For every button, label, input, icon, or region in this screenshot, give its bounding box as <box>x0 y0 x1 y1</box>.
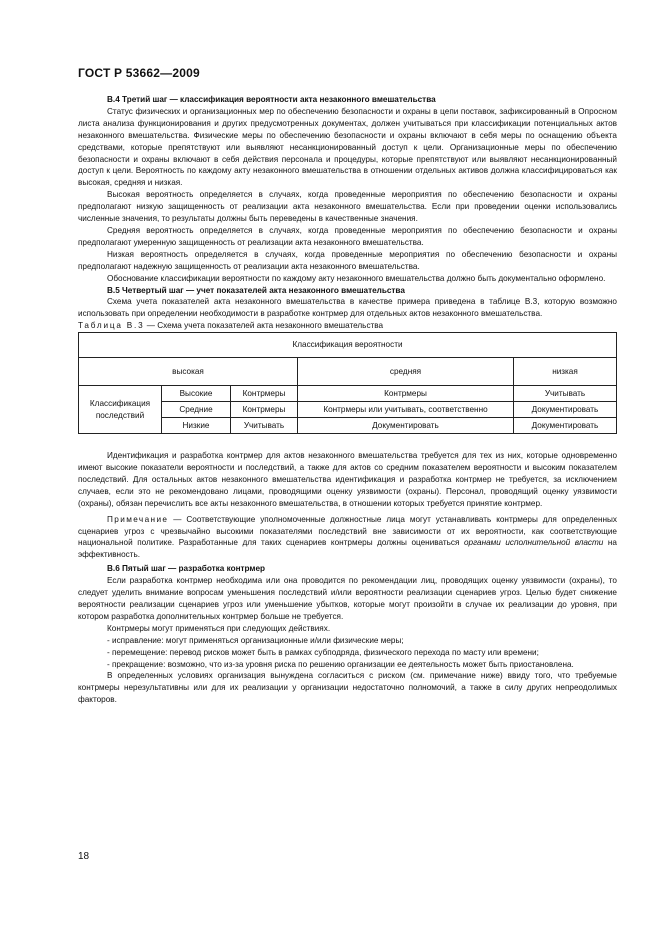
standard-header: ГОСТ Р 53662—2009 <box>78 66 200 80</box>
page-number: 18 <box>78 851 90 862</box>
section-b6-heading: В.6 Пятый шаг — разработка контрмер <box>107 564 266 574</box>
page-content <box>78 94 617 706</box>
table-cell-level: Средние <box>162 402 231 418</box>
list-item: - прекращение: возможно, что из-за уровня риска по решению организации ее деятельность может быть приостановлена. <box>107 659 574 669</box>
risk-scheme-table <box>78 332 617 434</box>
table-header-probability: Классификация вероятности <box>79 333 617 358</box>
section-b6-paragraph: Если разработка контрмер необходима или она проводится по рекомендации лиц, проводящих оценку уязвимости (охраны), то следует уделить внимание вопросам уменьшения последствий и/или вероятности реализации сценариев угроз. Целью будет снижение вероятности реализации сценариев угроз или уменьшение убытков, которые могут произойти в случае их реализации до уровня, при котором разработка дополнительных контрмер больше не требуется. <box>78 576 617 621</box>
section-b4-paragraph: Обоснование классификации вероятности по каждому акту незаконного вмешательства должно быть документально оформлено. <box>107 273 606 283</box>
list-item: - перемещение: перевод рисков может быть в рамках субподряда, физического перехода по масту или времени; <box>107 647 539 657</box>
table-cell-high: Учитывать <box>231 418 298 434</box>
table-cell-mid: Документировать <box>298 418 514 434</box>
section-b4-paragraph: Высокая вероятность определяется в случаях, когда проведенные мероприятия по обеспечению безопасности и охраны предполагают низкую защищенность от реализации акта незаконного вмешательства. Если при проведении оценки использовались численные значения, то результаты должны быть переведены в качественные значения. <box>78 190 617 224</box>
table-cell-level: Высокие <box>162 386 231 402</box>
section-b6-paragraph: В определенных условиях организация вынуждена согласиться с риском (см. примечание ниже) ввиду того, что требуемые контрмеры нерезультативны или для их реализации у организации недостаточно полномочий, а также в силу других непреодолимых факторов. <box>78 671 617 705</box>
table-caption-label: Таблица В.3 <box>78 321 145 331</box>
table-row-group-label: Классификация последствий <box>79 386 162 434</box>
section-b5-heading: В.5 Четвертый шаг — учет показателей акта незаконного вмешательства <box>107 285 405 295</box>
table-header-prob-low: низкая <box>514 358 617 386</box>
section-b4-paragraph: Средняя вероятность определяется в случаях, когда проведенные мероприятия по обеспечению безопасности и охраны предполагают умеренную защищенность от реализации акта незаконного вмешательства. <box>78 225 617 247</box>
table-cell-mid: Контрмеры <box>298 386 514 402</box>
table-header-prob-high: высокая <box>79 358 298 386</box>
section-b4-heading: В.4 Третий шаг — классификация вероятности акта незаконного вмешательства <box>107 95 436 104</box>
after-table-paragraph: Идентификация и разработка контрмер для актов незаконного вмешательства требуется для тех из них, которые одновременно имеют высокие показатели вероятности и последствий, а также для актов со средним показателем вероятности и высоким показателем последствий. Для остальных актов незаконного вмешательства идентификация и разработка контрмер не требуется, за исключением случаев, если это не рекомендовано лицами, проводящими оценку уязвимости (охраны). Персонал, проводящий оценку уязвимости (охраны), обязан перечислить все акты незаконного вмешательства, в отношении которых требуется принятие контрмер. <box>78 451 617 508</box>
table-cell-high: Контрмеры <box>231 402 298 418</box>
table-cell-low: Учитывать <box>514 386 617 402</box>
table-cell-low: Документировать <box>514 402 617 418</box>
note-italic-text: органами исполнительной власти <box>463 538 604 548</box>
table-cell-high: Контрмеры <box>231 386 298 402</box>
list-item: - исправление: могут применяться организационные и/или физические меры; <box>107 635 404 645</box>
section-b5-paragraph: Схема учета показателей акта незаконного вмешательства в качестве примера приведена в таблице В.3, которую возможно использовать при определении необходимости в разработке контрмер для отдельных актов незаконного вмешательства. <box>78 297 617 319</box>
table-cell-mid: Контрмеры или учитывать, соответственно <box>298 402 514 418</box>
section-b6-paragraph: Контрмеры могут применяться при следующих действиях. <box>107 623 331 633</box>
section-b4-paragraph: Низкая вероятность определяется в случаях, когда проведенные мероприятия по обеспечению безопасности и охраны предполагают надежную защищенность от реализации акта незаконного вмешательства. <box>78 249 617 271</box>
table-caption <box>78 320 617 332</box>
note-paragraph <box>78 514 617 562</box>
note-text: — Соответствующие уполномоченные должностные лица могут устанавливать контрмеры для определенных сценариев угроз с чрезвычайно высокими показателями последствий вне зависимости от их вероятности, как соответствующие национальной политике. Разработанные для таких сценариев контрмеры должны оцениваться <box>78 514 617 548</box>
table-caption-text: — Схема учета показателей акта незаконного вмешательства <box>144 321 384 331</box>
table-header-prob-mid: средняя <box>298 358 514 386</box>
table-cell-level: Низкие <box>162 418 231 434</box>
note-label: Примечание <box>107 514 169 524</box>
note-text-end: на эффективность. <box>78 538 617 560</box>
section-b4-paragraph: Статус физических и организационных мер по обеспечению безопасности и охраны в цепи поставок, зафиксированный в Опросном листа анализа функционирования и других предусмотренных документах, должен учитываться при классификации потенциальных актов незаконного вмешательства. Физические меры по обеспечению безопасности и охраны включают в себя меры по оснащению объекта средствами, которые препятствуют или выявляют несанкционированный доступ к цели. Организационные меры по обеспечению безопасности и охраны включают в себя действия персонала и процедуры, которые препятствуют или выявляют несанкционированный доступ к цели. Вероятность по каждому акту незаконного вмешательства в отношении отдельных активов должна классифицироваться как высокая, средняя и низкая. <box>78 106 617 188</box>
table-cell-low: Документировать <box>514 418 617 434</box>
